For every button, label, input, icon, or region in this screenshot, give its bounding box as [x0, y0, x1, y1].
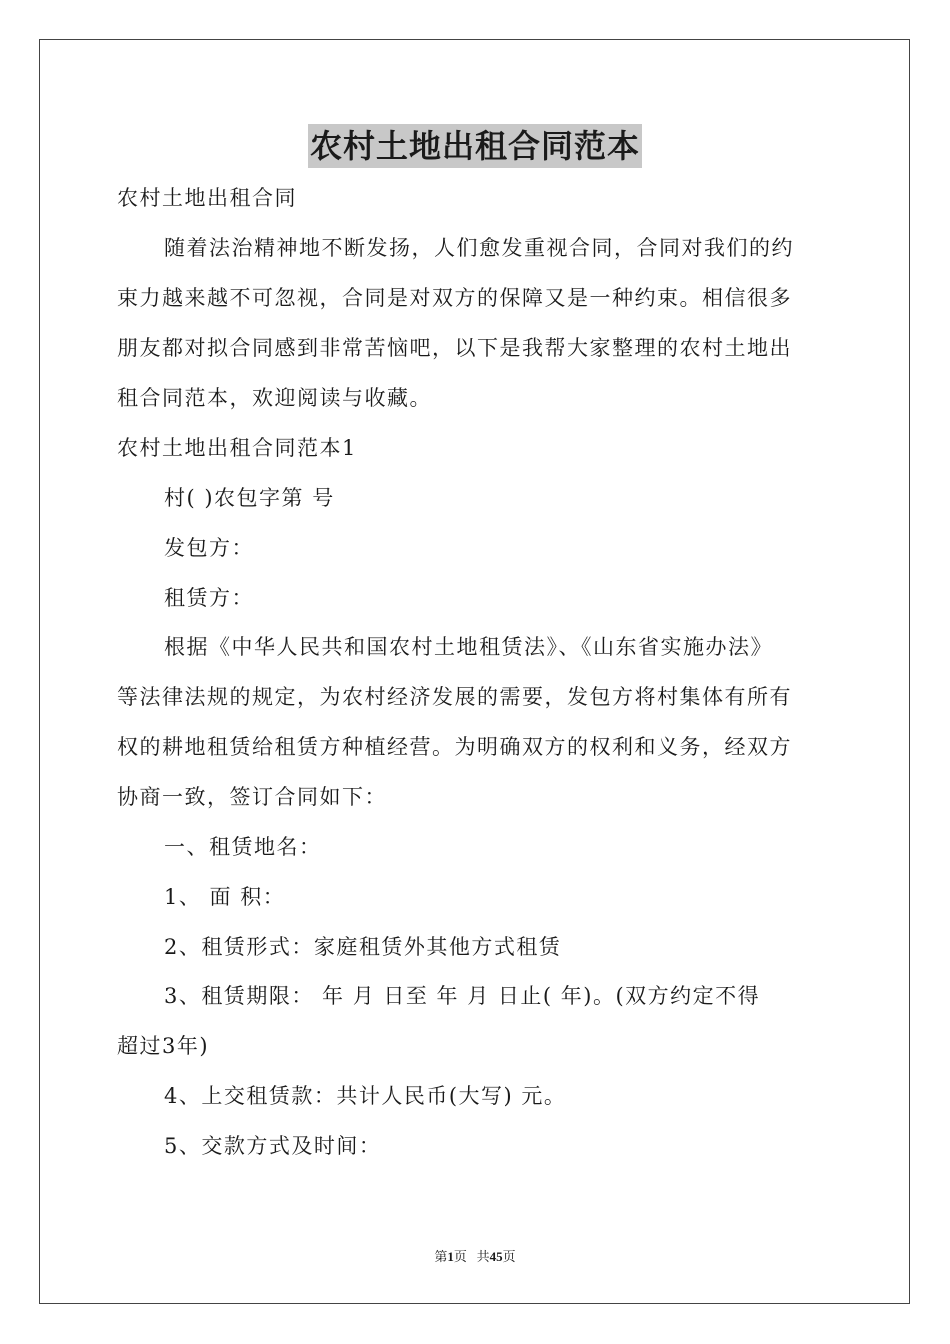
party-b-label: 租赁方： — [164, 586, 254, 610]
basis-line: 根据《中华人民共和国农村土地租赁法》、《山东省实施办法》 — [164, 635, 773, 659]
clause-item: 一、租赁地名： — [164, 835, 322, 859]
title-container — [0, 124, 950, 168]
clause-item: 超过3年) — [117, 1034, 210, 1058]
clause-item: 3、租赁期限： 年 月 日至 年 月 日止( 年)。(双方约定不得 — [164, 984, 761, 1008]
intro-line: 束力越来越不可忽视，合同是对双方的保障又是一种约束。相信很多 — [117, 286, 792, 310]
basis-line: 权的耕地租赁给租赁方种植经营。为明确双方的权利和义务，经双方 — [117, 735, 792, 759]
intro-line: 朋友都对拟合同感到非常苦恼吧，以下是我帮大家整理的农村土地出 — [117, 336, 792, 360]
basis-line: 等法律法规的规定，为农村经济发展的需要，发包方将村集体有所有 — [117, 685, 792, 709]
footer-suffix: 页 — [502, 1249, 516, 1264]
intro-line: 租合同范本，欢迎阅读与收藏。 — [117, 386, 432, 410]
footer-middle: 页 共 — [453, 1249, 490, 1264]
document-subtitle: 农村土地出租合同 — [117, 186, 297, 210]
total-page-count: 45 — [489, 1249, 503, 1264]
section-heading: 农村土地出租合同范本1 — [117, 436, 357, 460]
intro-line: 随着法治精神地不断发扬，人们愈发重视合同，合同对我们的约 — [164, 236, 794, 260]
clause-item: 2、租赁形式：家庭租赁外其他方式租赁 — [164, 935, 562, 959]
footer-prefix: 第 — [434, 1249, 448, 1264]
party-a-label: 发包方： — [164, 536, 254, 560]
basis-line: 协商一致，签订合同如下： — [117, 785, 387, 809]
clause-item: 5、交款方式及时间： — [164, 1134, 382, 1158]
clause-item: 4、上交租赁款：共计人民币(大写) 元。 — [164, 1084, 567, 1108]
page-footer — [0, 1248, 950, 1266]
page-border — [39, 39, 910, 1304]
current-page-number: 1 — [447, 1249, 454, 1264]
clause-item: 1、 面 积： — [164, 885, 286, 909]
document-title: 农村土地出租合同范本 — [308, 124, 642, 168]
contract-number: 村( )农包字第 号 — [164, 486, 335, 510]
